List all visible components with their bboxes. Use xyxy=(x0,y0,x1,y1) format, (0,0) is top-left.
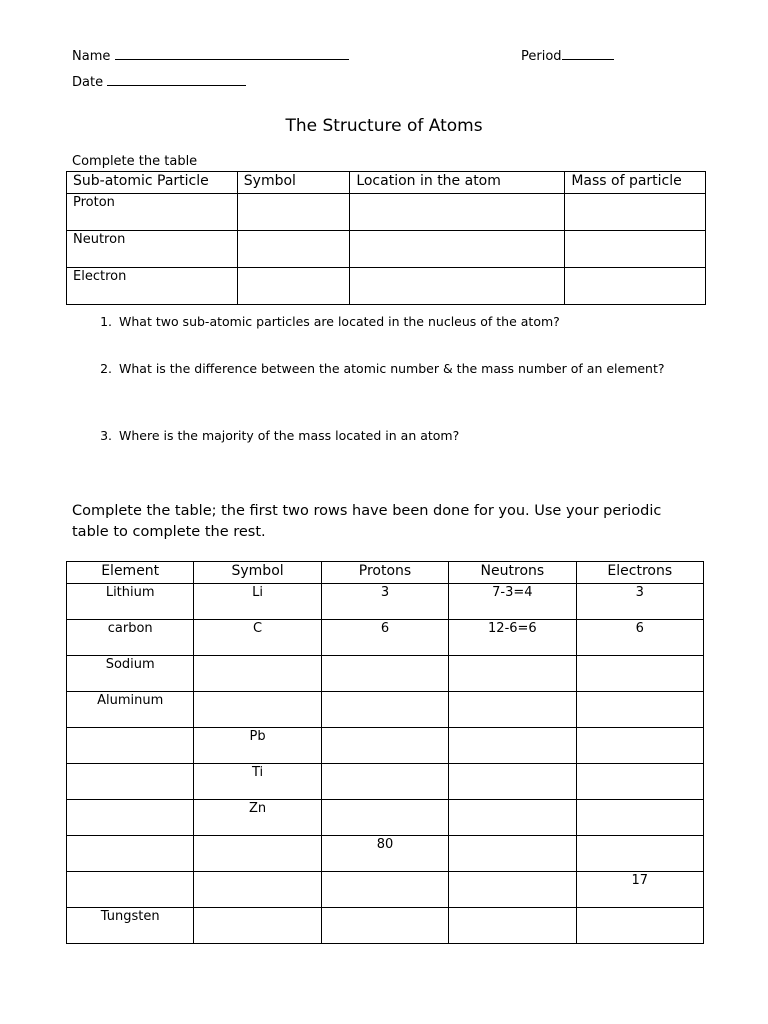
table-cell[interactable] xyxy=(321,764,448,800)
table-cell[interactable] xyxy=(576,836,703,872)
table-cell[interactable] xyxy=(350,231,565,268)
table-cell[interactable] xyxy=(67,764,194,800)
table-cell[interactable] xyxy=(449,692,576,728)
table-row xyxy=(67,620,704,656)
table-cell[interactable] xyxy=(576,800,703,836)
column-header: Electrons xyxy=(576,562,703,584)
table-cell[interactable] xyxy=(576,728,703,764)
table-cell[interactable] xyxy=(321,692,448,728)
element-table xyxy=(66,561,704,944)
table-cell[interactable]: 3 xyxy=(321,584,448,620)
table-cell[interactable] xyxy=(194,872,321,908)
table-cell[interactable] xyxy=(321,728,448,764)
table-row xyxy=(67,692,704,728)
table-cell[interactable]: 7-3=4 xyxy=(449,584,576,620)
question-item: 2. What is the difference between the atomic number & the mass number of an element? xyxy=(116,361,756,376)
table-cell[interactable] xyxy=(194,836,321,872)
table-cell[interactable] xyxy=(194,908,321,944)
table-cell[interactable] xyxy=(67,872,194,908)
table-cell[interactable]: Lithium xyxy=(67,584,194,620)
table-cell[interactable] xyxy=(67,836,194,872)
table-cell[interactable] xyxy=(576,764,703,800)
table-cell[interactable] xyxy=(449,656,576,692)
table-cell: Electron xyxy=(67,268,238,305)
table-row xyxy=(67,908,704,944)
date-blank[interactable] xyxy=(107,73,246,86)
table-cell[interactable] xyxy=(565,268,706,305)
table-cell[interactable] xyxy=(449,764,576,800)
table-cell[interactable] xyxy=(576,656,703,692)
table-row xyxy=(67,800,704,836)
table-cell[interactable]: Sodium xyxy=(67,656,194,692)
table-cell: Proton xyxy=(67,194,238,231)
period-blank[interactable] xyxy=(562,47,614,60)
table-cell[interactable] xyxy=(350,268,565,305)
table-cell[interactable]: Aluminum xyxy=(67,692,194,728)
name-blank[interactable] xyxy=(115,47,349,60)
table-row xyxy=(67,728,704,764)
column-header: Location in the atom xyxy=(350,172,565,194)
table-row xyxy=(67,764,704,800)
table-cell[interactable]: carbon xyxy=(67,620,194,656)
table-cell[interactable]: 3 xyxy=(576,584,703,620)
table-cell[interactable]: 6 xyxy=(321,620,448,656)
table-cell[interactable]: 17 xyxy=(576,872,703,908)
name-label: Name xyxy=(72,49,111,64)
date-field[interactable] xyxy=(72,73,246,90)
question-item: 1. What two sub-atomic particles are located in the nucleus of the atom? xyxy=(116,314,756,329)
column-header: Sub-atomic Particle xyxy=(67,172,238,194)
table-row xyxy=(67,836,704,872)
table-cell[interactable] xyxy=(565,194,706,231)
table-cell[interactable] xyxy=(350,194,565,231)
table-cell[interactable] xyxy=(321,656,448,692)
question-item: 3. Where is the majority of the mass located in an atom? xyxy=(116,428,756,443)
table-cell[interactable]: 80 xyxy=(321,836,448,872)
table-cell[interactable] xyxy=(321,908,448,944)
table-cell[interactable] xyxy=(449,836,576,872)
table-cell[interactable]: Ti xyxy=(194,764,321,800)
table-cell[interactable] xyxy=(576,692,703,728)
table-cell[interactable] xyxy=(237,194,350,231)
table-row xyxy=(67,872,704,908)
column-header: Mass of particle xyxy=(565,172,706,194)
table-row xyxy=(67,194,706,231)
column-header: Element xyxy=(67,562,194,584)
table-cell: Neutron xyxy=(67,231,238,268)
period-field[interactable] xyxy=(521,47,614,64)
worksheet-title: The Structure of Atoms xyxy=(285,116,483,136)
table-row xyxy=(67,584,704,620)
table-cell[interactable] xyxy=(237,231,350,268)
table-cell[interactable]: Tungsten xyxy=(67,908,194,944)
date-label: Date xyxy=(72,75,104,90)
table-cell[interactable] xyxy=(576,908,703,944)
column-header: Neutrons xyxy=(449,562,576,584)
table-cell[interactable]: C xyxy=(194,620,321,656)
table-cell[interactable]: 12-6=6 xyxy=(449,620,576,656)
table-cell[interactable] xyxy=(449,800,576,836)
table-cell[interactable] xyxy=(321,800,448,836)
column-header: Symbol xyxy=(194,562,321,584)
subatomic-particle-table xyxy=(66,171,706,305)
column-header: Protons xyxy=(321,562,448,584)
table-cell[interactable] xyxy=(67,800,194,836)
table-cell[interactable] xyxy=(321,872,448,908)
table-row xyxy=(67,656,704,692)
table-cell[interactable] xyxy=(237,268,350,305)
table-cell[interactable] xyxy=(449,872,576,908)
table-row xyxy=(67,268,706,305)
table-cell[interactable] xyxy=(449,728,576,764)
table-cell[interactable] xyxy=(449,908,576,944)
table1-instruction: Complete the table xyxy=(72,154,198,169)
table-cell[interactable]: Pb xyxy=(194,728,321,764)
period-label: Period xyxy=(521,49,562,64)
table-cell[interactable] xyxy=(565,231,706,268)
table-cell[interactable]: Li xyxy=(194,584,321,620)
name-field[interactable] xyxy=(72,47,349,64)
table-cell[interactable] xyxy=(67,728,194,764)
table-header-row xyxy=(67,172,706,194)
table2-instruction: Complete the table; the first two rows have been done for you. Use your periodic table to complete the rest. xyxy=(72,503,662,540)
column-header: Symbol xyxy=(237,172,350,194)
table-cell[interactable]: Zn xyxy=(194,800,321,836)
table-row xyxy=(67,231,706,268)
table-cell[interactable] xyxy=(194,656,321,692)
table-header-row xyxy=(67,562,704,584)
table-cell[interactable] xyxy=(194,692,321,728)
table-cell[interactable]: 6 xyxy=(576,620,703,656)
question-list xyxy=(72,305,756,443)
